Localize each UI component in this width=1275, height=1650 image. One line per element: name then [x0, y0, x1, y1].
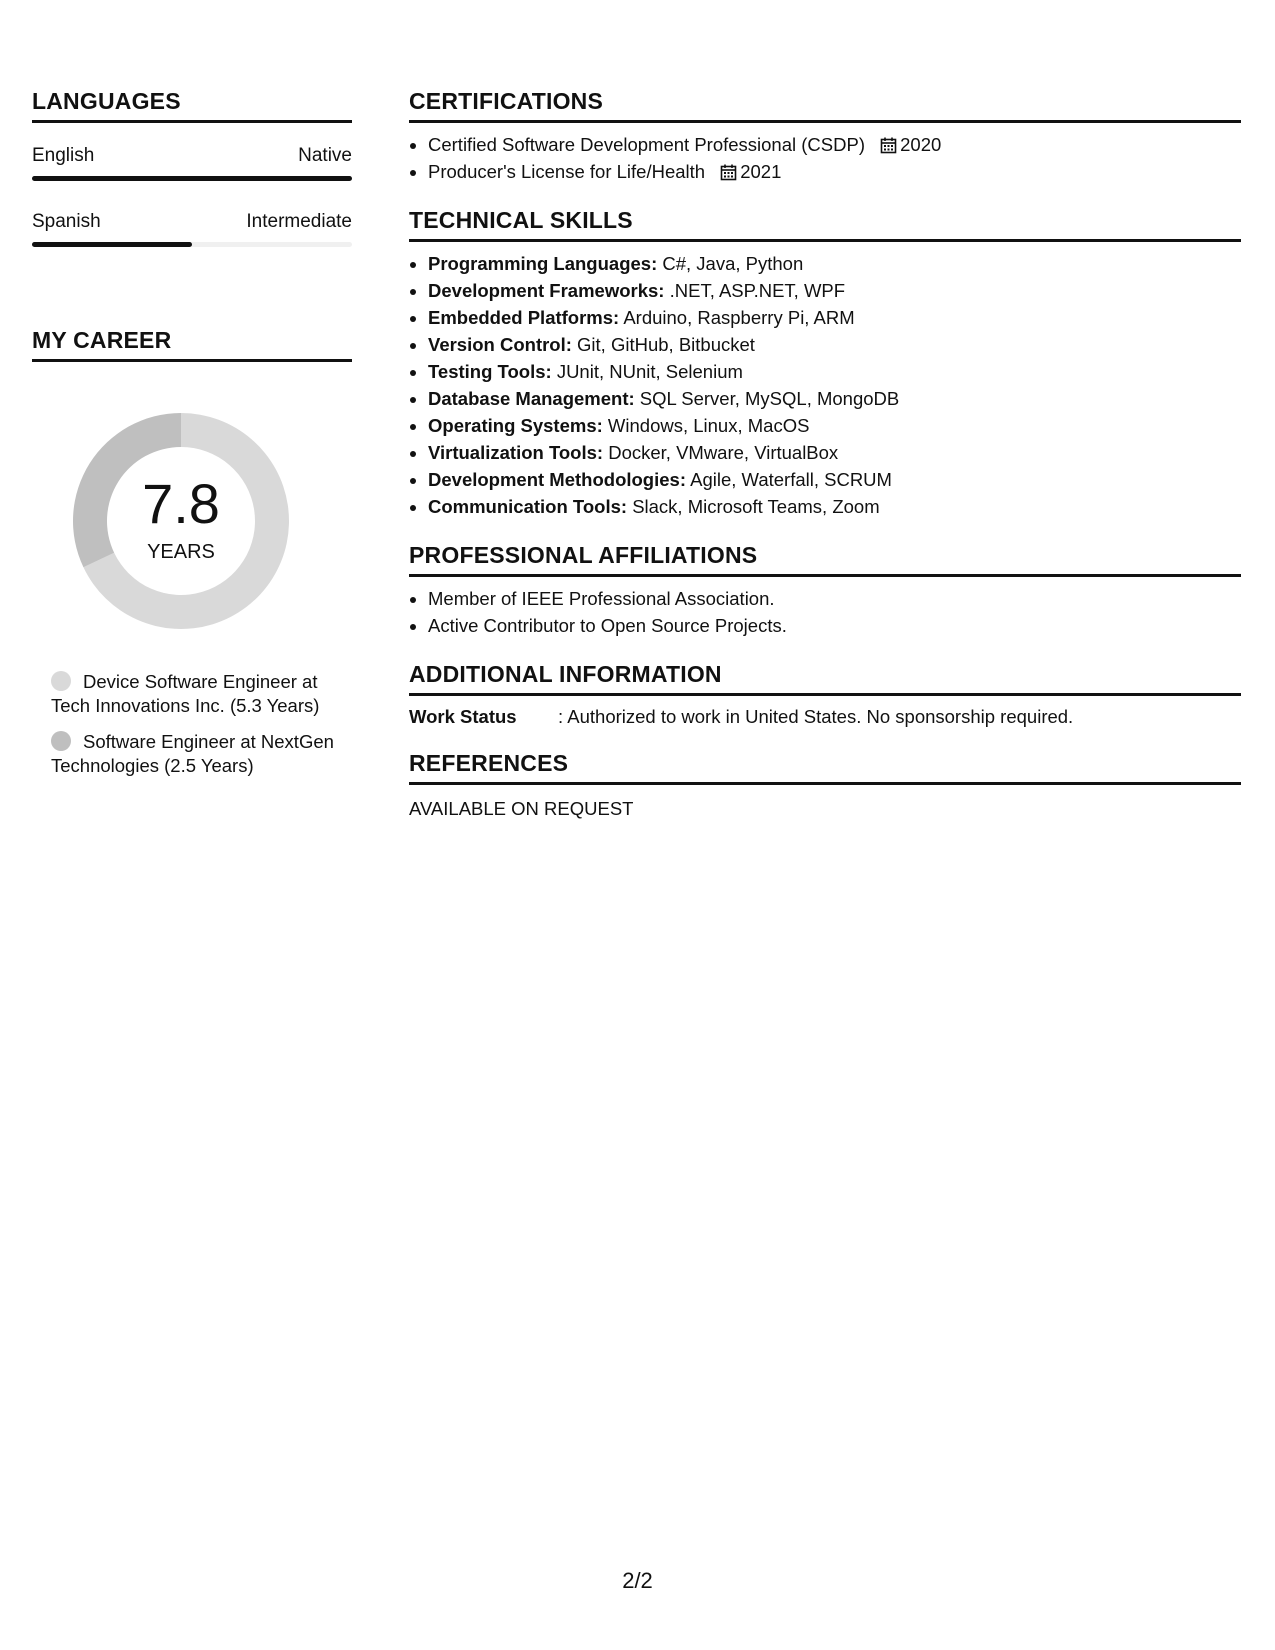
languages-section — [32, 88, 352, 247]
language-item-spanish — [32, 211, 352, 247]
legend-item — [51, 670, 341, 718]
skill-label: Version Control: — [428, 334, 572, 355]
language-proficiency-fill — [32, 176, 352, 181]
skill-label: Communication Tools: — [428, 496, 628, 517]
career-donut-chart — [66, 406, 296, 636]
skill-item — [428, 277, 1241, 304]
language-item-english — [32, 145, 352, 181]
language-proficiency-fill — [32, 242, 192, 247]
certifications-section — [409, 88, 1241, 185]
skill-value: C#, Java, Python — [662, 253, 804, 274]
skill-item — [428, 250, 1241, 277]
career-section — [32, 327, 352, 778]
skill-label: Virtualization Tools: — [428, 442, 604, 463]
certifications-list — [409, 131, 1241, 185]
certification-item — [428, 158, 1241, 185]
skill-value: .NET, ASP.NET, WPF — [669, 280, 846, 301]
career-heading: MY CAREER — [32, 327, 352, 362]
skill-value: Git, GitHub, Bitbucket — [577, 334, 755, 355]
skill-label: Testing Tools: — [428, 361, 552, 382]
language-level: Intermediate — [246, 211, 352, 232]
skill-item — [428, 385, 1241, 412]
career-total-value: 7.8 — [142, 472, 220, 535]
legend-item — [51, 730, 341, 778]
left-column — [32, 88, 352, 790]
skill-label: Development Methodologies: — [428, 469, 686, 490]
skill-label: Programming Languages: — [428, 253, 658, 274]
career-total-unit: YEARS — [147, 541, 215, 563]
language-name: English — [32, 145, 95, 166]
skill-value: Agile, Waterfall, SCRUM — [690, 469, 892, 490]
technical-skills-section — [409, 207, 1241, 520]
additional-info-section — [409, 661, 1241, 728]
references-text: AVAILABLE ON REQUEST — [409, 798, 634, 819]
language-proficiency-bar — [32, 176, 352, 181]
work-status-label: Work Status — [409, 706, 517, 727]
skill-label: Embedded Platforms: — [428, 307, 620, 328]
legend-dot-icon — [51, 731, 71, 751]
skill-value: Slack, Microsoft Teams, Zoom — [632, 496, 880, 517]
certification-year: 2021 — [740, 161, 782, 182]
skill-item — [428, 358, 1241, 385]
affiliations-list — [409, 585, 1241, 639]
legend-dot-icon — [51, 671, 71, 691]
right-column — [409, 88, 1241, 820]
language-name: Spanish — [32, 211, 101, 232]
skill-item — [428, 466, 1241, 493]
skill-label: Operating Systems: — [428, 415, 603, 436]
work-status-row — [409, 706, 1241, 728]
references-heading: REFERENCES — [409, 750, 1241, 785]
skill-value: Windows, Linux, MacOS — [607, 415, 810, 436]
legend-label: Software Engineer at NextGen Technologies (2.5 Years) — [51, 731, 334, 776]
skill-label: Development Frameworks: — [428, 280, 665, 301]
affiliations-section — [409, 542, 1241, 639]
language-proficiency-bar — [32, 242, 352, 247]
references-section — [409, 750, 1241, 820]
certification-item — [428, 131, 1241, 158]
skill-item — [428, 493, 1241, 520]
certification-name: Certified Software Development Professional (CSDP) — [428, 134, 865, 155]
work-status-value: : Authorized to work in United States. No sponsorship required. — [558, 706, 1074, 727]
calendar-icon — [880, 137, 897, 154]
languages-heading: LANGUAGES — [32, 88, 352, 123]
page-number: 2/2 — [622, 1568, 653, 1593]
skill-value: Docker, VMware, VirtualBox — [608, 442, 839, 463]
technical-skills-heading: TECHNICAL SKILLS — [409, 207, 1241, 242]
skill-label: Database Management: — [428, 388, 635, 409]
career-legend — [51, 670, 341, 778]
skill-item — [428, 412, 1241, 439]
calendar-icon — [720, 164, 737, 181]
additional-info-heading: ADDITIONAL INFORMATION — [409, 661, 1241, 696]
affiliation-item: • Member of IEEE Professional Association. — [428, 585, 1241, 612]
affiliation-item: • Active Contributor to Open Source Projects. — [428, 612, 1241, 639]
certification-name: Producer's License for Life/Health — [428, 161, 706, 182]
legend-label: Device Software Engineer at Tech Innovations Inc. (5.3 Years) — [51, 671, 320, 716]
skill-value: JUnit, NUnit, Selenium — [556, 361, 743, 382]
skill-item — [428, 331, 1241, 358]
skill-value: SQL Server, MySQL, MongoDB — [639, 388, 900, 409]
certifications-heading: CERTIFICATIONS — [409, 88, 1241, 123]
certification-year: 2020 — [900, 134, 942, 155]
language-level: Native — [298, 145, 352, 166]
skill-item — [428, 439, 1241, 466]
skill-item — [428, 304, 1241, 331]
skill-value: Arduino, Raspberry Pi, ARM — [623, 307, 855, 328]
affiliations-heading: PROFESSIONAL AFFILIATIONS — [409, 542, 1241, 577]
technical-skills-list — [409, 250, 1241, 520]
